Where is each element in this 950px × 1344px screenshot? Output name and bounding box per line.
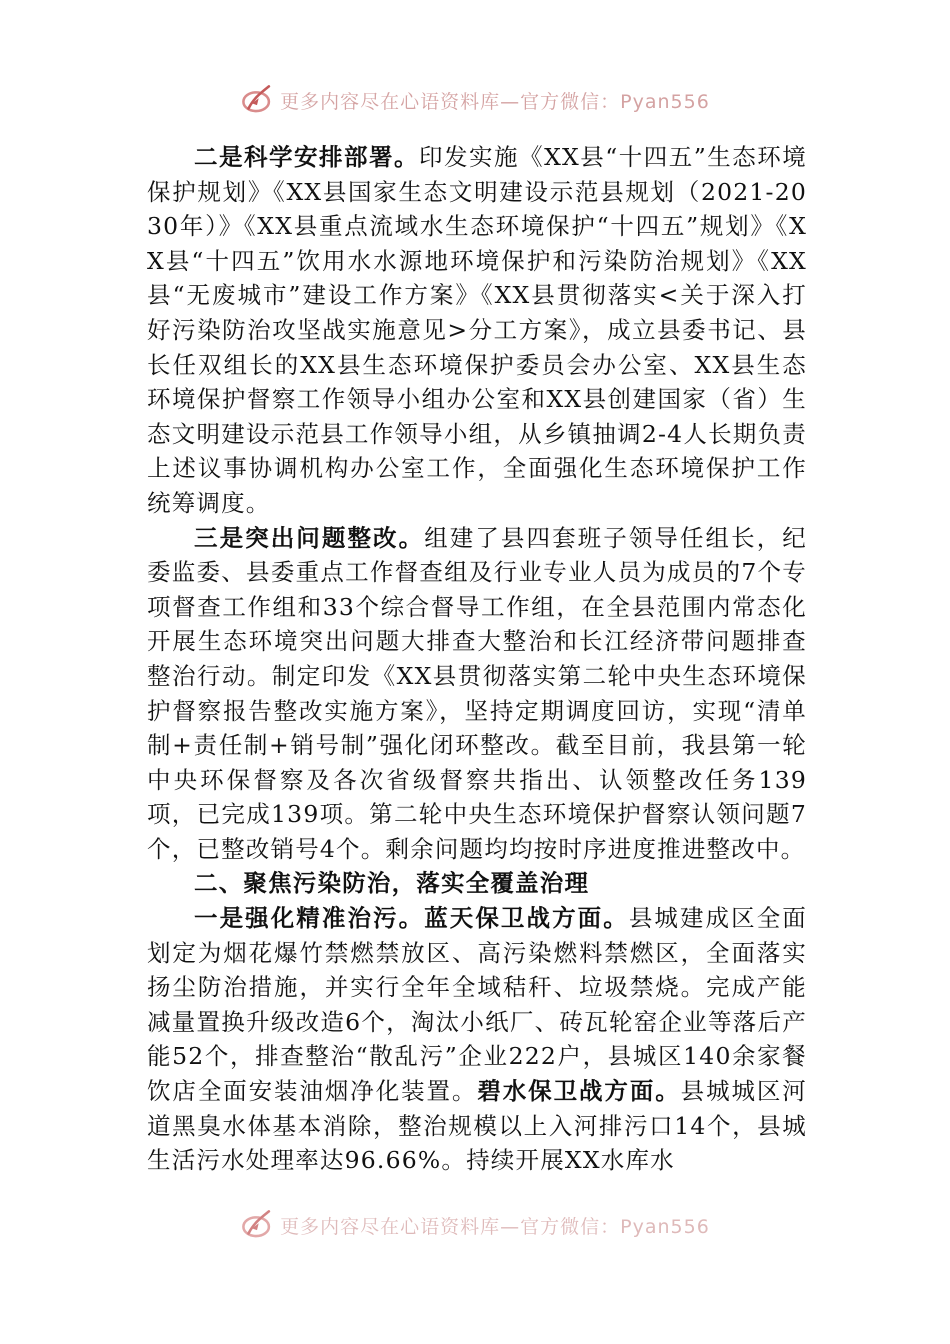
watermark-text: 更多内容尽在心语资料库—官方微信：Pyan556 xyxy=(280,1215,710,1238)
watermark-text: 更多内容尽在心语资料库—官方微信：Pyan556 xyxy=(280,90,710,113)
paragraph-lead: 一是强化精准治污。蓝天保卫战方面。 xyxy=(194,904,629,933)
paragraph-text: 县城建成区全面划定为烟花爆竹禁燃禁放区、高污染燃料禁燃区，全面落实扬尘防治措施，并实行全年全域秸秆、垃圾禁烧。完成产能减量置换升级改造6个，淘汰小纸厂、砖瓦轮窑企业等落后产能52个，排查整治“散乱污”企业222户，县城区140余家餐饮店全面安装油烟净化装置。 xyxy=(147,904,807,1106)
pen-swirl-logo-icon xyxy=(240,83,274,117)
paragraph-lead: 三是突出问题整改。 xyxy=(194,523,425,552)
section-heading: 二、聚焦污染防治，落实全覆盖治理 xyxy=(194,869,590,898)
header-watermark xyxy=(0,80,950,120)
footer-watermark xyxy=(0,1205,950,1245)
paragraph-text-secondary: 县城城区河道黑臭水体基本消除，整治规模以上入河排污口14个，县城生活污水处理率达96.66%。持续开展XX水库水 xyxy=(147,1077,808,1175)
paragraph-lead-secondary: 碧水保卫战方面。 xyxy=(477,1077,681,1106)
paragraph-text: 组建了县四套班子领导任组长，纪委监委、县委重点工作督查组及行业专业人员为成员的7个专项督查工作组和33个综合督导工作组，在全县范围内常态化开展生态环境突出问题大排查大整治和长江经济带问题排查整治行动。制定印发《XX县贯彻落实第二轮中央生态环境保护督察报告整改实施方案》，坚持定期调度回访，实现“清单制+责任制+销号制”强化闭环整改。截至目前，我县第一轮中央环保督察及各次省级督察共指出、认领整改任务139项，已完成139项。第二轮中央生态环境保护督察认领问题7个，已整改销号4个。剩余问题均均按时序进度推进整改中。 xyxy=(147,523,807,863)
paragraph-rectification xyxy=(147,521,807,867)
pen-swirl-logo-icon xyxy=(240,1208,274,1242)
paragraph-deployment xyxy=(147,140,807,521)
paragraph-pollution-control xyxy=(147,901,807,1178)
document-body xyxy=(147,140,807,1178)
paragraph-lead: 二是科学安排部署。 xyxy=(194,143,420,171)
paragraph-text: 印发实施《XX县“十四五”生态环境保护规划》《XX县国家生态文明建设示范县规划（2021-2030年）》《XX县重点流域水生态环境保护“十四五”规划》《XX县“十四五”饮用水水源地环境保护和污染防治规划》《XX县“无废城市”建设工作方案》《XX县贯彻落实<关于深入打好污染防治攻坚战实施意见>分工方案》，成立县委书记、县长任双组长的XX县生态环境保护委员会办公室、XX县生态环境保护督察工作领导小组办公室和XX县创建国家（省）生态文明建设示范县工作领导小组，从乡镇抽调2-4人长期负责上述议事协调机构办公室工作，全面强化生态环境保护工作统筹调度。 xyxy=(147,143,807,517)
